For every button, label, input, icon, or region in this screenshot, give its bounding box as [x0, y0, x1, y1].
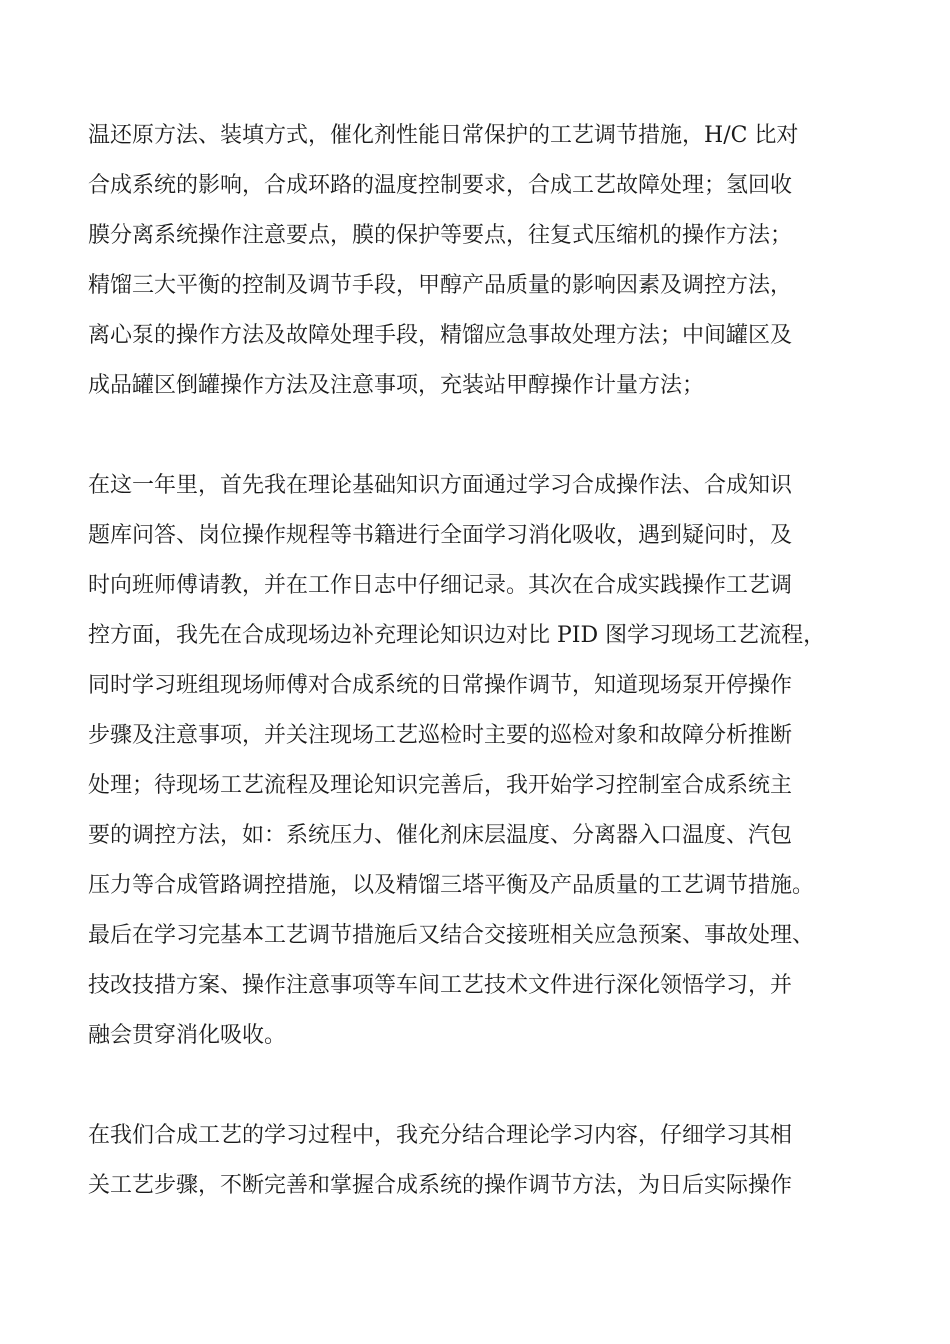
- paragraph-2: [88, 461, 888, 1061]
- paragraph-line: 离心泵的操作方法及故障处理手段，精馏应急事故处理方法；中间罐区及: [88, 323, 793, 348]
- paragraph-line: 膜分离系统操作注意要点，膜的保护等要点，往复式压缩机的操作方法；: [88, 223, 793, 248]
- paragraph-line: 步骤及注意事项，并关注现场工艺巡检时主要的巡检对象和故障分析推断: [88, 723, 793, 748]
- paragraph-line: 关工艺步骤，不断完善和掌握合成系统的操作调节方法，为日后实际操作: [88, 1173, 793, 1198]
- paragraph-line: 时向班师傅请教，并在工作日志中仔细记录。其次在合成实践操作工艺调: [88, 573, 793, 598]
- paragraph-line: 同时学习班组现场师傅对合成系统的日常操作调节，知道现场泵开停操作: [88, 673, 793, 698]
- paragraph-line: 最后在学习完基本工艺调节措施后又结合交接班相关应急预案、事故处理、: [88, 923, 815, 948]
- paragraph-line: 合成系统的影响，合成环路的温度控制要求，合成工艺故障处理；氢回收: [88, 173, 793, 198]
- paragraph-1: [88, 111, 888, 411]
- paragraph-line: 在我们合成工艺的学习过程中，我充分结合理论学习内容，仔细学习其相: [88, 1123, 793, 1148]
- paragraph-line: 温还原方法、装填方式，催化剂性能日常保护的工艺调节措施，H/C 比对: [88, 123, 799, 148]
- paragraph-line: 处理；待现场工艺流程及理论知识完善后，我开始学习控制室合成系统主: [88, 773, 793, 798]
- paragraph-line: 技改技措方案、操作注意事项等车间工艺技术文件进行深化领悟学习，并: [88, 973, 793, 998]
- paragraph-line: 要的调控方法，如：系统压力、催化剂床层温度、分离器入口温度、汽包: [88, 823, 793, 848]
- paragraph-line: 题库问答、岗位操作规程等书籍进行全面学习消化吸收，遇到疑问时，及: [88, 523, 793, 548]
- paragraph-line: 控方面，我先在合成现场边补充理论知识边对比 PID 图学习现场工艺流程，: [88, 623, 826, 648]
- paragraph-line: 精馏三大平衡的控制及调节手段，甲醇产品质量的影响因素及调控方法，: [88, 273, 793, 298]
- paragraph-line: 压力等合成管路调控措施，以及精馏三塔平衡及产品质量的工艺调节措施。: [88, 873, 815, 898]
- paragraph-line: 成品罐区倒罐操作方法及注意事项，充装站甲醇操作计量方法；: [88, 373, 705, 398]
- paragraph-line: 融会贯穿消化吸收。: [88, 1023, 287, 1048]
- paragraph-3: [88, 1111, 888, 1211]
- paragraph-line: 在这一年里，首先我在理论基础知识方面通过学习合成操作法、合成知识: [88, 473, 793, 498]
